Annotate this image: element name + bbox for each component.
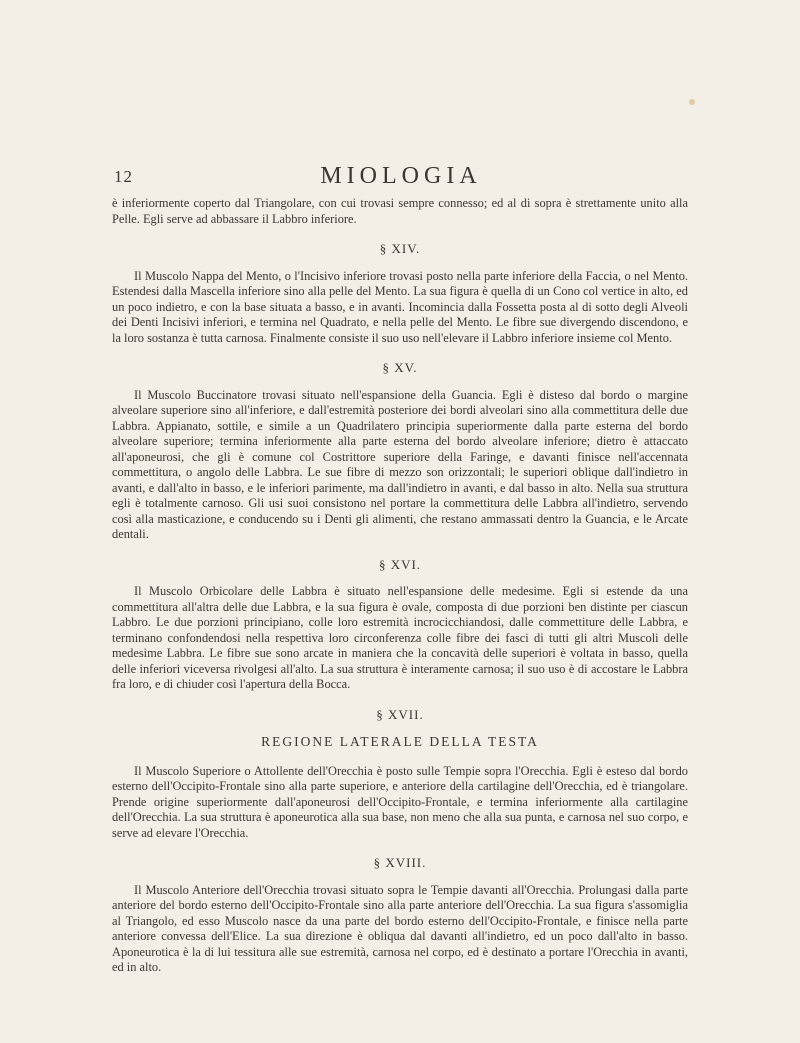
page-number: 12 xyxy=(114,167,133,186)
page-body xyxy=(112,196,688,976)
section-paragraph-xiv: Il Muscolo Nappa del Mento, o l'Incisivo inferiore trovasi posto nella parte inferiore della Faccia, o nel Mento. Estendesi dalla Mascella inferiore sino alla pelle del Mento. La sua figura è quella di un Cono col vertice in alto, ed un poco indietro, e con la base situata a basso, e in avanti. Incomincia dalla Fossetta posta al di sotto degli Alveoli dei Denti Incisivi inferiori, e termina nel Quadrato, e nella pelle del Mento. Le fibre sue divergendo discendono, e la loro sostanza è tutta carnosa. Finalmente consiste il suo uso nell'elevare il Labbro inferiore insieme col Mento. xyxy=(112,268,688,345)
section-heading-xv: § XV. xyxy=(382,360,418,375)
section-paragraph-xviii: Il Muscolo Anteriore dell'Orecchia trovasi situato sopra le Tempie davanti all'Orecchia. Prolungasi dalla parte anteriore del bordo esterno dell'Occipito-Frontale sino alla parte anteriore dell'Orecchia. La sua figura s'assomiglia al Triangolo, ed esso Muscolo nasce da una parte del bordo esterno dell'Occipito-Frontale, e finisce nella parte anteriore convessa dell'Elice. La sua direzione è obliqua dal davanti all'indietro, ed un poco dall'alto in basso. Aponeurotica è la di lui tessitura alle sue estremità, carnosa nel corpo, ed è destinato a portare l'Orecchia in avanti, ed in alto. xyxy=(112,882,688,974)
paper-stain xyxy=(689,99,695,105)
section-heading-xviii: § XVIII. xyxy=(373,855,427,870)
section-heading-xvii: § XVII. xyxy=(376,706,424,722)
region-heading: REGIONE LATERALE DELLA TESTA xyxy=(261,734,539,749)
section-paragraph-xv: Il Muscolo Buccinatore trovasi situato nell'espansione della Guancia. Egli è disteso dal bordo o margine alveolare superiore sino all'inferiore, e dall'estremità posteriore dei bordi alveolari sino alla commettitura delle due Labbra. Appianato, sottile, e simile a un Quadrilatero principia superiormente dalla parte esterna del bordo alveolare superiore; termina inferiormente alla parte esterna del bordo alveolare inferiore; dietro è attaccato all'aponeurosi, che gli è comune col Costrittore superiore della Faringe, e davanti finisce nell'accennata commettitura, o angolo delle Labbra. Le sue fibre di mezzo son orizzontali; le superiori oblique dall'indietro in avanti, e dall'alto in basso, e le inferiori parimente, ma dall'indietro in avanti, e dal basso in alto. Nella sua struttura egli è totalmente carnoso. Gli usi suoi consistono nel portare la commettitura delle Labbra all'indietro, servendo così alla masticazione, e conducendo su i Denti gli alimenti, che restano ammassati dentro la Guancia, e le Arcate dentali. xyxy=(112,387,688,541)
section-paragraph-xvii: Il Muscolo Superiore o Attollente dell'Orecchia è posto sulle Tempie sopra l'Orecchia. Egli è esteso dal bordo esterno dell'Occipito-Frontale sino alla parte superiore, e anteriore della cartilagine dell'Orecchia, ed è triangolare. Prende origine superiormente dall'aponeurosi dell'Occipito-Frontale, e termina inferiormente alla cartilagine dell'Orecchia. La sua struttura è aponeurotica alla sua base, non meno che alla sua punta, e carnosa nel suo corpo, e serve ad elevare l'Orecchia. xyxy=(112,763,688,840)
section-paragraph-xvi: Il Muscolo Orbicolare delle Labbra è situato nell'espansione delle medesime. Egli si estende da una commettitura all'altra delle due Labbra, e la sua figura è ovale, composta di due porzioni ben distinte per ciascun Labbro. Le due porzioni principiano, colle loro estremità incrocicchiandosi, dalle commettiture delle Labbra, e terminano confondendosi nella respettiva loro circonferenza colle fibre dei fasci di tutti gli altri Muscoli delle medesime Labbra. Le fibre sue sono arcate in maniera che la concavità delle superiori è voltata in basso, quella delle inferiori viceversa rivolgesi all'alto. La sua struttura è interamente carnosa; il suo uso è di accostare le Labbra fra loro, e di chiuder così l'apertura della Bocca. xyxy=(112,584,688,691)
section-heading-xiv: § XIV. xyxy=(379,241,421,256)
running-title: MIOLOGIA xyxy=(320,163,482,189)
intro-paragraph: è inferiormente coperto dal Triangolare, con cui trovasi sempre connesso; ed al di sopra è strettamente unito alla Pelle. Egli serve ad abbassare il Labbro inferiore. xyxy=(112,196,688,226)
page-header xyxy=(114,163,688,193)
section-heading-xvi: § XVI. xyxy=(378,556,422,572)
